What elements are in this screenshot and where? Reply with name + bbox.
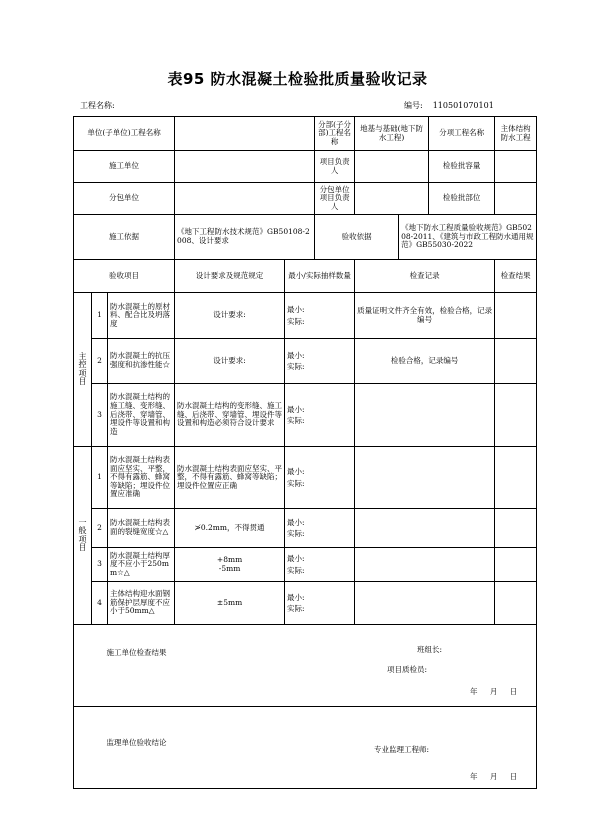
serial-number (404, 100, 494, 111)
item-no: 2 (92, 339, 108, 384)
col-sample: 最小/实际抽样数量 (285, 260, 355, 293)
item-design: ≯0.2mm，不得贯通 (175, 509, 285, 548)
unit-name-label: 单位(子单位)工程名称 (74, 117, 175, 151)
item-name: 防水混凝土结构厚度不应小于250mm☆△ (108, 548, 175, 582)
min-label: 最小: (287, 467, 305, 477)
quality-inspector-label: 项目质检员: (387, 665, 428, 674)
item-record[interactable] (355, 447, 495, 509)
item-sample[interactable] (285, 447, 355, 509)
item-result[interactable] (495, 548, 537, 582)
item-sample[interactable] (285, 293, 355, 339)
item-result[interactable] (495, 509, 537, 548)
general-items-label: 一般项目 (74, 447, 92, 625)
supervision-engineer-label: 专业监理工程师: (374, 745, 430, 754)
construction-check-section[interactable] (74, 625, 537, 707)
item-record: 检验合格，记录编号 (355, 339, 495, 384)
item-sample[interactable] (285, 548, 355, 582)
item-name: 主体结构迎水面钢筋保护层厚度不应小于50mm△ (108, 582, 175, 625)
batch-capacity-label: 检验批容量 (429, 151, 495, 183)
basis-label: 施工依据 (74, 215, 175, 260)
construction-date: 年 月 日 (470, 687, 518, 696)
subcontractor-label: 分包单位 (74, 183, 175, 215)
item-result[interactable] (495, 339, 537, 384)
col-result: 检查结果 (495, 260, 537, 293)
item-no: 1 (92, 447, 108, 509)
project-manager-label: 项目负责人 (315, 151, 355, 183)
inspection-form (73, 116, 537, 789)
item-sample[interactable] (285, 384, 355, 447)
item-design: 设计要求: (175, 293, 285, 339)
col-design: 设计要求及规范规定 (175, 260, 285, 293)
page-title: 表95 防水混凝土检验批质量验收记录 (167, 70, 428, 88)
item-design: 防水混凝土结构表面应坚实、平整，不得有露筋、蜂窝等缺陷；埋设件位置应正确 (175, 447, 285, 509)
main-items-label: 主控项目 (74, 293, 92, 447)
item-design: 防水混凝土结构的变形缝、施工缝、后浇带、穿墙管、埋设件等设置和构造必须符合设计要求 (175, 384, 285, 447)
actual-label: 实际: (287, 416, 305, 425)
actual-label: 实际: (287, 565, 305, 575)
construction-unit-label: 施工单位 (74, 151, 175, 183)
item-no: 3 (92, 384, 108, 447)
batch-capacity-value[interactable] (495, 151, 537, 183)
min-label: 最小: (287, 404, 305, 414)
min-label: 最小: (287, 592, 305, 602)
sub-manager-value[interactable] (355, 183, 429, 215)
item-name: 防水混凝土结构的施工缝、变形缝、后浇带、穿墙管、埋设件等设置和构造 (108, 384, 175, 447)
item-name: 防水混凝土结构表面的裂缝宽度☆△ (108, 509, 175, 548)
construction-unit-value[interactable] (175, 151, 315, 183)
actual-label: 实际: (287, 529, 305, 538)
construction-check-label: 施工单位检查结果 (106, 648, 167, 657)
min-label: 最小: (287, 305, 305, 315)
col-record: 检查记录 (355, 260, 495, 293)
acceptance-basis-label: 验收依据 (315, 215, 399, 260)
batch-location-value[interactable] (495, 183, 537, 215)
item-name: 防水混凝土结构表面应坚实、平整，不得有露筋、蜂窝等缺陷；埋设件位置应准确 (108, 447, 175, 509)
item-design: +8mm -5mm (175, 548, 285, 582)
subcontractor-value[interactable] (175, 183, 315, 215)
item-result[interactable] (495, 582, 537, 625)
item-design: ±5mm (175, 582, 285, 625)
item-name-label: 分项工程名称 (429, 117, 495, 151)
supervision-section[interactable] (74, 707, 537, 789)
item-record[interactable] (355, 548, 495, 582)
item-sample[interactable] (285, 339, 355, 384)
serial-value: 110501070101 (432, 101, 494, 110)
item-no: 4 (92, 582, 108, 625)
item-no: 2 (92, 509, 108, 548)
min-label: 最小: (287, 350, 305, 360)
subunit-value: 地基与基础(地下防水工程) (355, 117, 429, 151)
item-record (355, 384, 495, 447)
item-result[interactable] (495, 384, 537, 447)
item-result[interactable] (495, 447, 537, 509)
item-record[interactable] (355, 509, 495, 548)
actual-label: 实际: (287, 604, 305, 613)
item-name: 防水混凝土的原材料、配合比及坍落度 (108, 293, 175, 339)
item-sample[interactable] (285, 509, 355, 548)
batch-location-label: 检验批部位 (429, 183, 495, 215)
project-manager-value[interactable] (355, 151, 429, 183)
actual-label: 实际: (287, 362, 305, 371)
item-name-value: 主体结构防水工程 (495, 117, 537, 151)
team-leader-label: 班组长: (417, 645, 443, 654)
actual-label: 实际: (287, 316, 305, 326)
item-no: 3 (92, 548, 108, 582)
serial-label: 编号: (404, 101, 423, 110)
item-no: 1 (92, 293, 108, 339)
actual-label: 实际: (287, 478, 305, 488)
acceptance-basis-value: 《地下防水工程质量验收规范》GB50208-2011、《建筑与市政工程防水通用规范》GB55030-2022 (399, 215, 537, 260)
supervision-date: 年 月 日 (470, 772, 518, 781)
item-name: 防水混凝土的抗压强度和抗渗性能☆ (108, 339, 175, 384)
item-sample[interactable] (285, 582, 355, 625)
min-label: 最小: (287, 554, 305, 564)
project-name-label: 工程名称: (80, 101, 115, 110)
unit-name-value[interactable] (175, 117, 315, 151)
item-record[interactable] (355, 582, 495, 625)
supervision-label: 监理单位验收结论 (106, 738, 167, 747)
subunit-label: 分部(子分部)工程名称 (315, 117, 355, 151)
min-label: 最小: (287, 517, 305, 527)
sub-manager-label: 分包单位项目负责人 (315, 183, 355, 215)
item-record: 质量证明文件齐全有效，检验合格，记录编号 (355, 293, 495, 339)
item-result[interactable] (495, 293, 537, 339)
col-item: 验收项目 (74, 260, 175, 293)
item-design: 设计要求: (175, 339, 285, 384)
basis-value: 《地下工程防水技术规范》GB50108-2008、设计要求 (175, 215, 315, 260)
